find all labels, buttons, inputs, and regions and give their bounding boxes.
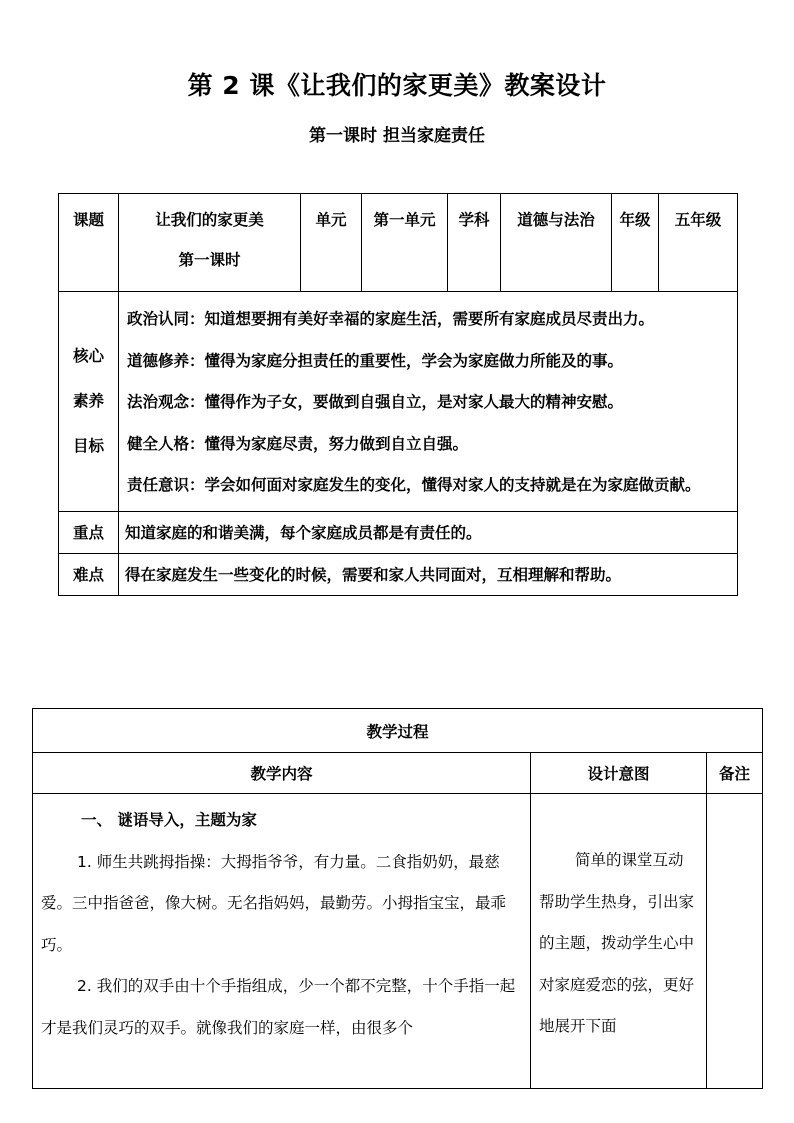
teaching-content-cell	[33, 794, 531, 1089]
goals-label-line: 核心	[72, 346, 104, 365]
document-title: 第 2 课《让我们的家更美》教案设计	[187, 71, 607, 100]
lesson-info-table	[58, 193, 738, 596]
goal-item: 政治认同：知道想要拥有美好幸福的家庭生活，需要所有家庭成员尽责出力。	[127, 310, 655, 328]
design-intent-cell	[531, 794, 707, 1089]
goals-label-line: 素养	[72, 391, 104, 410]
document-subtitle: 第一课时 担当家庭责任	[309, 126, 485, 146]
column-intent: 设计意图	[531, 753, 707, 794]
difficulty-row	[59, 553, 738, 595]
process-header-row	[33, 709, 763, 753]
goal-item: 法治观念：懂得作为子女，要做到自强自立，是对家人最大的精神安慰。	[127, 393, 624, 411]
column-content: 教学内容	[33, 753, 531, 794]
process-columns-row	[33, 753, 763, 794]
teaching-process-table	[32, 708, 763, 1089]
topic-line-1: 让我们的家更美	[155, 211, 264, 229]
key-point-label: 重点	[59, 511, 119, 553]
unit-value: 第一单元	[362, 194, 448, 292]
content-paragraph: 2. 我们的双手由十个手指组成，少一个都不完整，十个手指一起才是我们灵巧的双手。就像我们的家庭一样，由很多个	[41, 977, 516, 1037]
grade-value: 五年级	[659, 194, 738, 292]
goals-label-line: 目标	[72, 436, 104, 455]
goals-row	[59, 292, 738, 512]
grade-label: 年级	[612, 194, 659, 292]
design-intent-text: 简单的课堂互动帮助学生热身，引出家的主题，拨动学生心中对家庭爱恋的弦，更好地展开下面	[539, 851, 695, 1035]
topic-line-2: 第一课时	[178, 251, 241, 269]
subject-label: 学科	[448, 194, 501, 292]
column-notes: 备注	[707, 753, 763, 794]
process-body-row	[33, 794, 763, 1089]
subject-value: 道德与法治	[501, 194, 612, 292]
goal-item: 责任意识：学会如何面对家庭发生的变化，懂得对家人的支持就是在为家庭做贡献。	[127, 476, 701, 494]
goal-item: 健全人格：懂得为家庭尽责，努力做到自立自强。	[127, 434, 469, 453]
key-point-row	[59, 511, 738, 553]
info-header-row	[59, 194, 738, 292]
goals-content	[119, 292, 738, 512]
process-header: 教学过程	[33, 709, 763, 753]
key-point-text: 知道家庭的和谐美满，每个家庭成员都是有责任的。	[119, 511, 738, 553]
goal-item: 道德修养：懂得为家庭分担责任的重要性，学会为家庭做力所能及的事。	[127, 351, 624, 370]
notes-cell	[707, 794, 763, 1089]
difficulty-label: 难点	[59, 553, 119, 595]
section-title: 一、 谜语导入，主题为家	[81, 811, 257, 829]
difficulty-text: 得在家庭发生一些变化的时候，需要和家人共同面对，互相理解和帮助。	[119, 553, 738, 595]
content-paragraph: 1. 师生共跳拇指操：大拇指爷爷，有力量。二食指奶奶，最慈爱。三中指爸爸，像大树。无名指妈妈，最勤劳。小拇指宝宝，最乖巧。	[41, 852, 507, 954]
goals-label	[59, 292, 119, 512]
topic-label: 课题	[59, 194, 119, 292]
topic-value	[119, 194, 301, 292]
unit-label: 单元	[301, 194, 362, 292]
